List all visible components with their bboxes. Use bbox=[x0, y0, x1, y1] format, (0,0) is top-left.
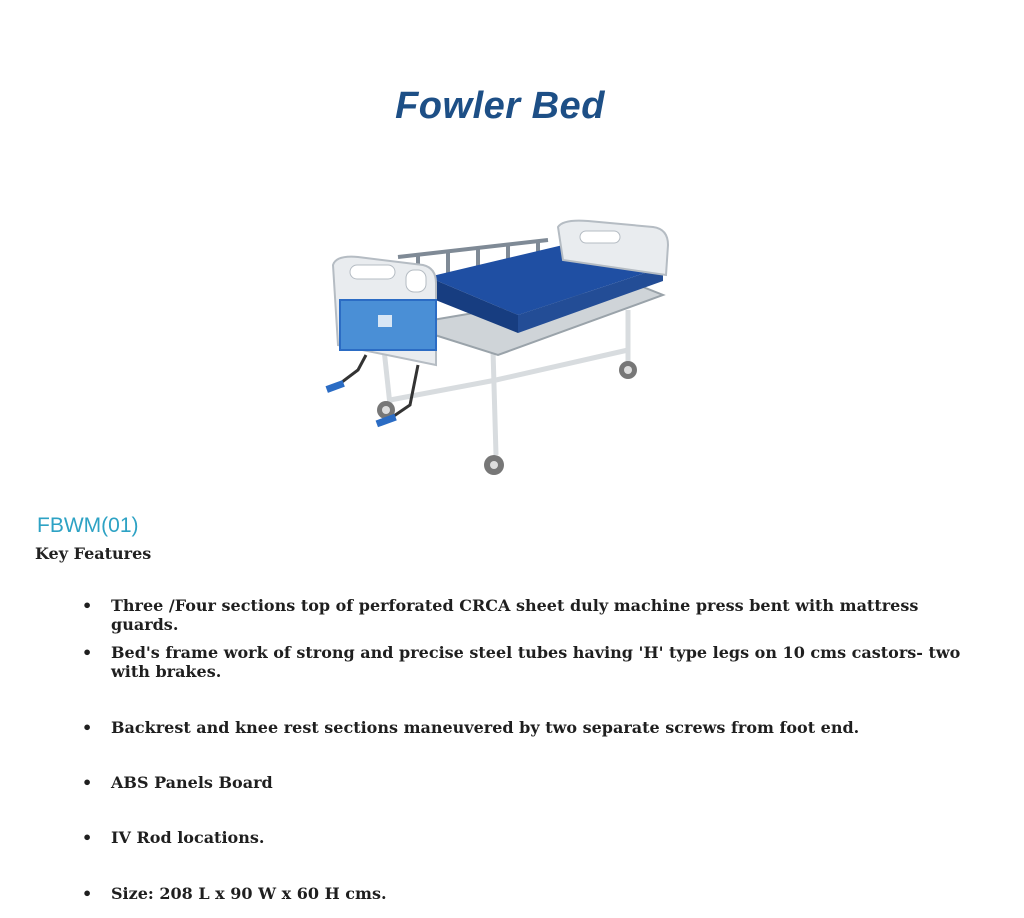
feature-text: Backrest and knee rest sections maneuvered by two separate screws from foot end. bbox=[111, 718, 860, 737]
page-title: Fowler Bed bbox=[395, 85, 605, 128]
bullet-icon: • bbox=[82, 596, 93, 615]
feature-item bbox=[82, 643, 962, 681]
feature-text: Bed's frame work of strong and precise steel tubes having 'H' type legs on 10 cms castors- two with brakes. bbox=[111, 643, 961, 681]
model-code: FBWM(01) bbox=[37, 514, 139, 537]
feature-item bbox=[82, 884, 962, 903]
hospital-bed-image bbox=[318, 215, 678, 485]
feature-text: Three /Four sections top of perforated CRCA sheet duly machine press bent with mattress guards. bbox=[111, 596, 919, 634]
feature-text: IV Rod locations. bbox=[111, 828, 265, 847]
bullet-icon: • bbox=[82, 718, 93, 737]
feature-text: ABS Panels Board bbox=[111, 773, 273, 792]
key-features-heading: Key Features bbox=[35, 544, 152, 563]
feature-item bbox=[82, 773, 962, 792]
bullet-icon: • bbox=[82, 828, 93, 847]
bullet-icon: • bbox=[82, 643, 93, 662]
bullet-icon: • bbox=[82, 773, 93, 792]
feature-item bbox=[82, 718, 962, 737]
feature-item bbox=[82, 828, 962, 847]
bullet-icon: • bbox=[82, 884, 93, 903]
feature-item bbox=[82, 596, 962, 634]
feature-text: Size: 208 L x 90 W x 60 H cms. bbox=[111, 884, 387, 903]
